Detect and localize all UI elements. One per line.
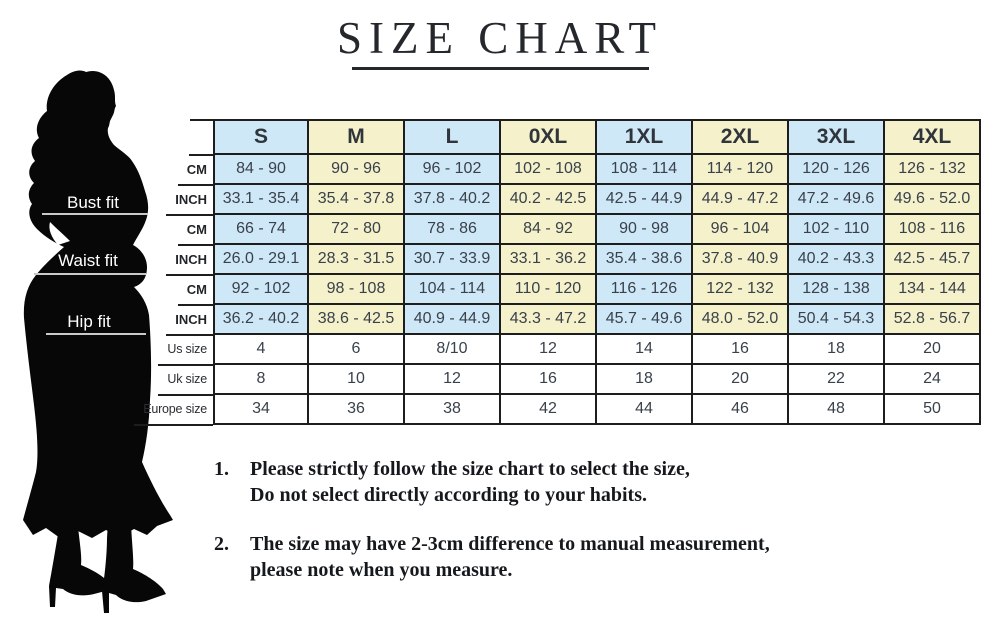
size-column-header-l: L — [405, 119, 501, 155]
size-table — [143, 119, 981, 425]
measurement-cell: 42.5 - 45.7 — [885, 245, 981, 275]
size-cell: 10 — [309, 365, 405, 395]
note-line: please note when you measure. — [250, 559, 513, 581]
note-line: Please strictly follow the size chart to select the size, — [250, 458, 690, 480]
note-text — [250, 531, 770, 583]
size-cell: 20 — [693, 365, 789, 395]
size-cell: 12 — [405, 365, 501, 395]
unit-label: CM — [147, 215, 213, 245]
measurement-cell: 33.1 - 35.4 — [213, 185, 309, 215]
measurement-cell: 84 - 92 — [501, 215, 597, 245]
measurement-cell: 90 - 98 — [597, 215, 693, 245]
measurement-cell: 92 - 102 — [213, 275, 309, 305]
measurement-cell: 36.2 - 40.2 — [213, 305, 309, 335]
measurement-cell: 122 - 132 — [693, 275, 789, 305]
table-corner-cell — [147, 119, 213, 155]
measurement-cell: 108 - 114 — [597, 155, 693, 185]
unit-label: INCH — [147, 185, 213, 215]
size-system-label: Europe size — [147, 395, 213, 425]
measurement-cell: 134 - 144 — [885, 275, 981, 305]
size-column-header-3xl: 3XL — [789, 119, 885, 155]
bust-fit-label: Bust fit — [67, 193, 119, 212]
measurement-cell: 33.1 - 36.2 — [501, 245, 597, 275]
hip-fit-label: Hip fit — [67, 312, 111, 331]
measurement-cell: 102 - 110 — [789, 215, 885, 245]
measurement-cell: 98 - 108 — [309, 275, 405, 305]
measurement-cell: 38.6 - 42.5 — [309, 305, 405, 335]
measurement-cell: 35.4 - 37.8 — [309, 185, 405, 215]
page-title: SIZE CHART — [336, 13, 664, 63]
unit-label: INCH — [147, 305, 213, 335]
size-cell: 20 — [885, 335, 981, 365]
unit-label: INCH — [147, 245, 213, 275]
size-cell: 34 — [213, 395, 309, 425]
waist-fit-underline — [34, 273, 146, 275]
measurement-cell: 49.6 - 52.0 — [885, 185, 981, 215]
measurement-cell: 108 - 116 — [885, 215, 981, 245]
size-cell: 16 — [693, 335, 789, 365]
hip-fit-underline — [46, 333, 146, 335]
size-cell: 4 — [213, 335, 309, 365]
measurement-cell: 126 - 132 — [885, 155, 981, 185]
measurement-cell: 37.8 - 40.9 — [693, 245, 789, 275]
measurement-cell: 72 - 80 — [309, 215, 405, 245]
note-line: The size may have 2-3cm difference to manual measurement, — [250, 533, 770, 555]
measurement-cell: 40.2 - 43.3 — [789, 245, 885, 275]
size-cell: 16 — [501, 365, 597, 395]
measurement-cell: 48.0 - 52.0 — [693, 305, 789, 335]
measurement-cell: 104 - 114 — [405, 275, 501, 305]
measurement-cell: 66 - 74 — [213, 215, 309, 245]
measurement-cell: 52.8 - 56.7 — [885, 305, 981, 335]
measurement-cell: 40.2 - 42.5 — [501, 185, 597, 215]
size-cell: 24 — [885, 365, 981, 395]
note-number: 2. — [214, 533, 229, 555]
size-cell: 8 — [213, 365, 309, 395]
size-cell: 46 — [693, 395, 789, 425]
size-column-header-4xl: 4XL — [885, 119, 981, 155]
measurement-cell: 120 - 126 — [789, 155, 885, 185]
measurement-cell: 45.7 - 49.6 — [597, 305, 693, 335]
measurement-cell: 128 - 138 — [789, 275, 885, 305]
unit-label: CM — [147, 155, 213, 185]
measurement-cell: 84 - 90 — [213, 155, 309, 185]
measurement-cell: 78 - 86 — [405, 215, 501, 245]
measurement-cell: 110 - 120 — [501, 275, 597, 305]
measurement-cell: 42.5 - 44.9 — [597, 185, 693, 215]
size-column-header-s: S — [213, 119, 309, 155]
measurement-cell: 96 - 102 — [405, 155, 501, 185]
bust-fit-underline — [42, 213, 148, 215]
measurement-cell: 116 - 126 — [597, 275, 693, 305]
measurement-cell: 50.4 - 54.3 — [789, 305, 885, 335]
size-cell: 48 — [789, 395, 885, 425]
note-number: 1. — [214, 458, 229, 480]
size-column-header-0xl: 0XL — [501, 119, 597, 155]
measurement-cell: 26.0 - 29.1 — [213, 245, 309, 275]
note-text — [250, 456, 690, 508]
measurement-cell: 47.2 - 49.6 — [789, 185, 885, 215]
size-cell: 38 — [405, 395, 501, 425]
title-underline — [352, 67, 649, 70]
measurement-cell: 43.3 - 47.2 — [501, 305, 597, 335]
measurement-cell: 96 - 104 — [693, 215, 789, 245]
measurement-cell: 102 - 108 — [501, 155, 597, 185]
size-cell: 50 — [885, 395, 981, 425]
size-cell: 8/10 — [405, 335, 501, 365]
note-item-1 — [214, 456, 690, 508]
size-cell: 6 — [309, 335, 405, 365]
size-cell: 36 — [309, 395, 405, 425]
size-cell: 18 — [789, 335, 885, 365]
size-cell: 42 — [501, 395, 597, 425]
waist-fit-label: Waist fit — [58, 251, 118, 270]
size-system-label: Uk size — [147, 365, 213, 395]
size-system-label: Us size — [147, 335, 213, 365]
measurement-cell: 44.9 - 47.2 — [693, 185, 789, 215]
measurement-cell: 30.7 - 33.9 — [405, 245, 501, 275]
size-cell: 12 — [501, 335, 597, 365]
note-item-2 — [214, 531, 770, 583]
measurement-cell: 35.4 - 38.6 — [597, 245, 693, 275]
measurement-cell: 37.8 - 40.2 — [405, 185, 501, 215]
unit-label: CM — [147, 275, 213, 305]
measurement-cell: 114 - 120 — [693, 155, 789, 185]
size-cell: 44 — [597, 395, 693, 425]
note-line: Do not select directly according to your habits. — [250, 484, 648, 506]
measurement-cell: 28.3 - 31.5 — [309, 245, 405, 275]
size-column-header-1xl: 1XL — [597, 119, 693, 155]
size-cell: 22 — [789, 365, 885, 395]
measurement-cell: 40.9 - 44.9 — [405, 305, 501, 335]
size-column-header-2xl: 2XL — [693, 119, 789, 155]
size-cell: 18 — [597, 365, 693, 395]
size-cell: 14 — [597, 335, 693, 365]
size-column-header-m: M — [309, 119, 405, 155]
measurement-cell: 90 - 96 — [309, 155, 405, 185]
